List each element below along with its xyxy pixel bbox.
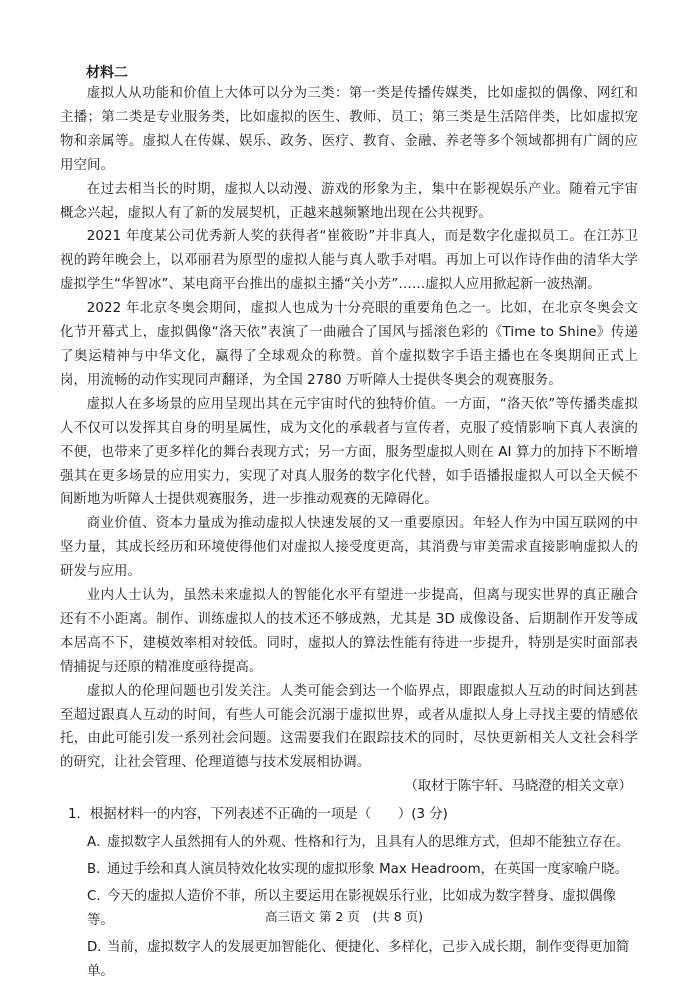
option-d[interactable] [60,936,638,984]
option-letter: D． [87,939,111,955]
paragraph: 2021 年度某公司优秀新人奖的获得者“崔筱盼”并非真人，而是数字化虚拟员工。在江苏卫视的跨年晚会上，以邓丽君为原型的虚拟人能与真人歌手对唱。再加上可以作诗作曲的清华大学虚拟学生“华智冰”、某电商平台推出的虚拟主播“关小芳”……虚拟人应用掀起新一波热潮。 [60,229,638,293]
paragraph: 商业价值、资本力量成为推动虚拟人快速发展的又一重要原因。年轻人作为中国互联网的中坚力量，其成长经历和环境使得他们对虚拟人接受度更高，其消费与审美需求直接影响虚拟人的研发与应用。 [60,516,638,580]
paragraph: 虚拟人在多场景的应用呈现出其在元宇宙时代的独特价值。一方面，“洛天依”等传播类虚拟人不仅可以发挥其自身的明星属性，成为文化的承载者与宣传者，克服了疫情影响下真人表演的不便，也带来了更多样化的舞台表现方式；另一方面，服务型虚拟人则在 AI 算力的加持下不断增强其在更多场景的应用实力，实现了对真人服务的数字化代替，如手语播报虚拟人可以全天候不间断地为听障人士提供观赛服务，进一步推动观赛的无障碍化。 [60,396,638,508]
paragraph: 在过去相当长的时期，虚拟人以动漫、游戏的形象为主，集中在影视娱乐产业。随着元宇宙概念兴起，虚拟人有了新的发展契机，正越来越频繁地出现在公共视野。 [60,181,638,221]
paragraph: 2022 年北京冬奥会期间，虚拟人也成为十分亮眼的重要角色之一。比如，在北京冬奥会文化节开幕式上，虚拟偶像“洛天依”表演了一曲融合了国风与摇滚色彩的《Time to Shine》传递了奥运精神与中华文化，赢得了全球观众的称赞。首个虚拟数字手语主播也在冬奥期间正式上岗，用流畅的动作实现同声翻译，为全国 2780 万听障人士提供冬奥会的观赛服务。 [60,301,638,388]
article-body [60,82,638,987]
option-letter: B． [87,862,110,877]
question-stem: 1．根据材料一的内容，下列表述不正确的一项是（ ）(3 分) [68,807,448,823]
option-text: 通过手绘和真人演员特效化妆实现的虚拟形象 Max Headroom，在英国一度家喻户晓。 [107,862,628,877]
option-letter: A． [87,835,110,851]
paragraph: 虚拟人从功能和价值上大体可以分为三类：第一类是传播传媒类，比如虚拟的偶像、网红和主播；第二类是专业服务类，比如虚拟的医生、教师、员工；第三类是生活陪伴类，比如虚拟宠物和亲属等。虚拟人在传媒、娱乐、政务、医疗、教育、金融、养老等多个领域都拥有广阔的应用空间。 [60,86,638,173]
option-a[interactable] [60,831,638,855]
option-text: 今天的虚拟人造价不菲，所以主要运用在影视娱乐行业，比如成为数字替身、虚拟偶像等。 [87,888,616,928]
option-b[interactable] [60,858,638,882]
option-letter: C． [87,888,110,904]
paragraph: 虚拟人的伦理问题也引发关注。人类可能会到达一个临界点，即跟虚拟人互动的时间达到甚至超过跟真人互动的时间，有些人可能会沉溺于虚拟世界，或者从虚拟人身上寻找主要的情感依托，由此可能引发一系列社会问题。这需要我们在跟踪技术的同时，尽快更新相关人文社会科学的研究，让社会管理、伦理道德与技术发展相协调。 [60,683,638,771]
page-footer: 高三语文 第 2 页 (共 8 页) [264,909,424,924]
section-title: 材料二 [86,65,128,81]
option-text: 虚拟数字人虽然拥有人的外观、性格和行为，且具有人的思维方式，但却不能独立存在。 [107,835,630,851]
source-citation: （取材于陈宇轩、马晓澄的相关文章） [404,779,632,795]
option-text: 当前，虚拟数字人的发展更加智能化、便捷化、多样化，己步入成长期，制作变得更加简单。 [87,939,630,979]
paragraph: 业内人士认为，虽然未来虚拟人的智能化水平有望进一步提高，但离与现实世界的真正融合还有不小距离。制作、训练虚拟人的技术还不够成熟，尤其是 3D 成像设备、后期制作开发等成本居高不下，建模效率相对较低。同时，虚拟人的算法性能有待进一步提升，特别是实时面部表情捕捉与还原的精准度亟待提高。 [60,588,638,675]
